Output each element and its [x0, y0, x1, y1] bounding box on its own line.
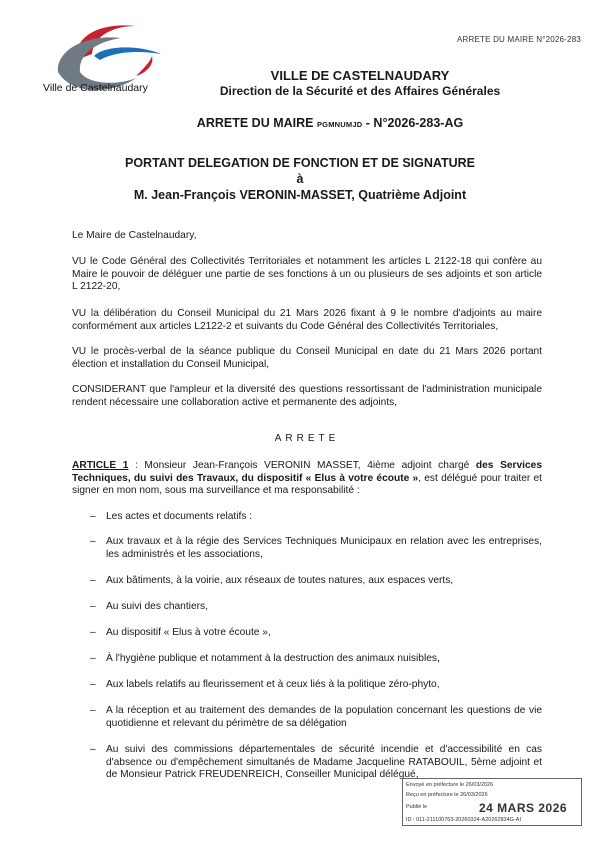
dash-bullet-icon: –	[90, 601, 96, 612]
article-1-text-b: , est délégué pour traiter et signer en mon nom, sous ma surveillance et ma responsabilité :	[72, 472, 543, 496]
article-1-bold: des Services Techniques, du suivi des Travaux, du dispositif « Elus à votre écoute »	[72, 460, 542, 484]
city-name: VILLE DE CASTELNAUDARY	[270, 68, 450, 83]
arrete-title-small: PGMNUMJD	[316, 120, 363, 129]
considerant-paragraph: CONSIDERANT que l'ampleur et la diversité des questions ressortissant de l'administration municipale rendent nécessaire une collaboration active et permanente des adjoints,	[72, 384, 542, 408]
portant-line-1: PORTANT DELEGATION DE FONCTION ET DE SIGNATURE	[125, 156, 475, 170]
arrete-title-prefix: ARRETE DU MAIRE	[196, 116, 314, 130]
arrete-title	[100, 116, 560, 130]
dash-bullet-icon: –	[90, 679, 96, 690]
portant-line-3: M. Jean-François VERONIN-MASSET, Quatrième Adjoint	[133, 188, 467, 202]
article-1	[72, 460, 542, 498]
department-name: Direction de la Sécurité et des Affaires Générales	[219, 84, 501, 98]
portant-line-2: à	[296, 172, 304, 186]
vu-paragraph-1: VU le Code Général des Collectivités Territoriales et notamment les articles L 2122-18 qui confère au Maire le pouvoir de déléguer une partie de ses fonctions à un ou plusieurs de ses adjoints et son article L 2122-20,	[72, 256, 542, 292]
logo-caption: Ville de Castelnaudary	[43, 82, 148, 94]
article-1-label: ARTICLE 1	[72, 460, 129, 471]
vu-paragraph-3: VU le procès-verbal de la séance publique du Conseil Municipal en date du 21 Mars 2026 portant élection et installation du Conseil Municipal,	[72, 346, 542, 370]
dash-bullet-icon: –	[90, 705, 96, 716]
stamp-date: 24 MARS 2026	[479, 801, 568, 815]
vu-paragraph-2: VU la délibération du Conseil Municipal du 21 Mars 2026 fixant à 9 le nombre d'adjoints au maire conformément aux articles L2122-2 et suivants du Code Général des Collectivités Territoriales,	[72, 308, 542, 332]
stamp-line-2: Reçu en préfecture le 26/03/2026	[406, 792, 488, 798]
document-reference: ARRETE DU MAIRE N°2026-283	[457, 35, 581, 44]
stamp-line-4: ID : 011-211100763-20260324-A20262834G-AI	[406, 817, 521, 823]
arrete-word: ARRETE	[274, 433, 340, 444]
dash-bullet-icon: –	[90, 511, 96, 522]
stamp-line-3: Publié le	[406, 804, 428, 810]
salutation: Le Maire de Castelnaudary,	[72, 230, 197, 241]
dash-bullet-icon: –	[90, 536, 96, 547]
logo-blue-stroke	[94, 47, 161, 60]
stamp-line-1: Envoyé en préfecture le 26/03/2026	[406, 782, 494, 788]
article-1-text-a: : Monsieur Jean-François VERONIN MASSET, 4ième adjoint chargé	[128, 460, 476, 471]
dash-bullet-icon: –	[90, 627, 96, 638]
arrete-title-number: - N°2026-283-AG	[365, 116, 464, 130]
dash-bullet-icon: –	[90, 653, 96, 664]
dash-bullet-icon: –	[90, 575, 96, 586]
portant-heading	[60, 155, 540, 203]
dash-bullet-icon: –	[90, 744, 96, 755]
prefecture-stamp	[402, 778, 582, 826]
